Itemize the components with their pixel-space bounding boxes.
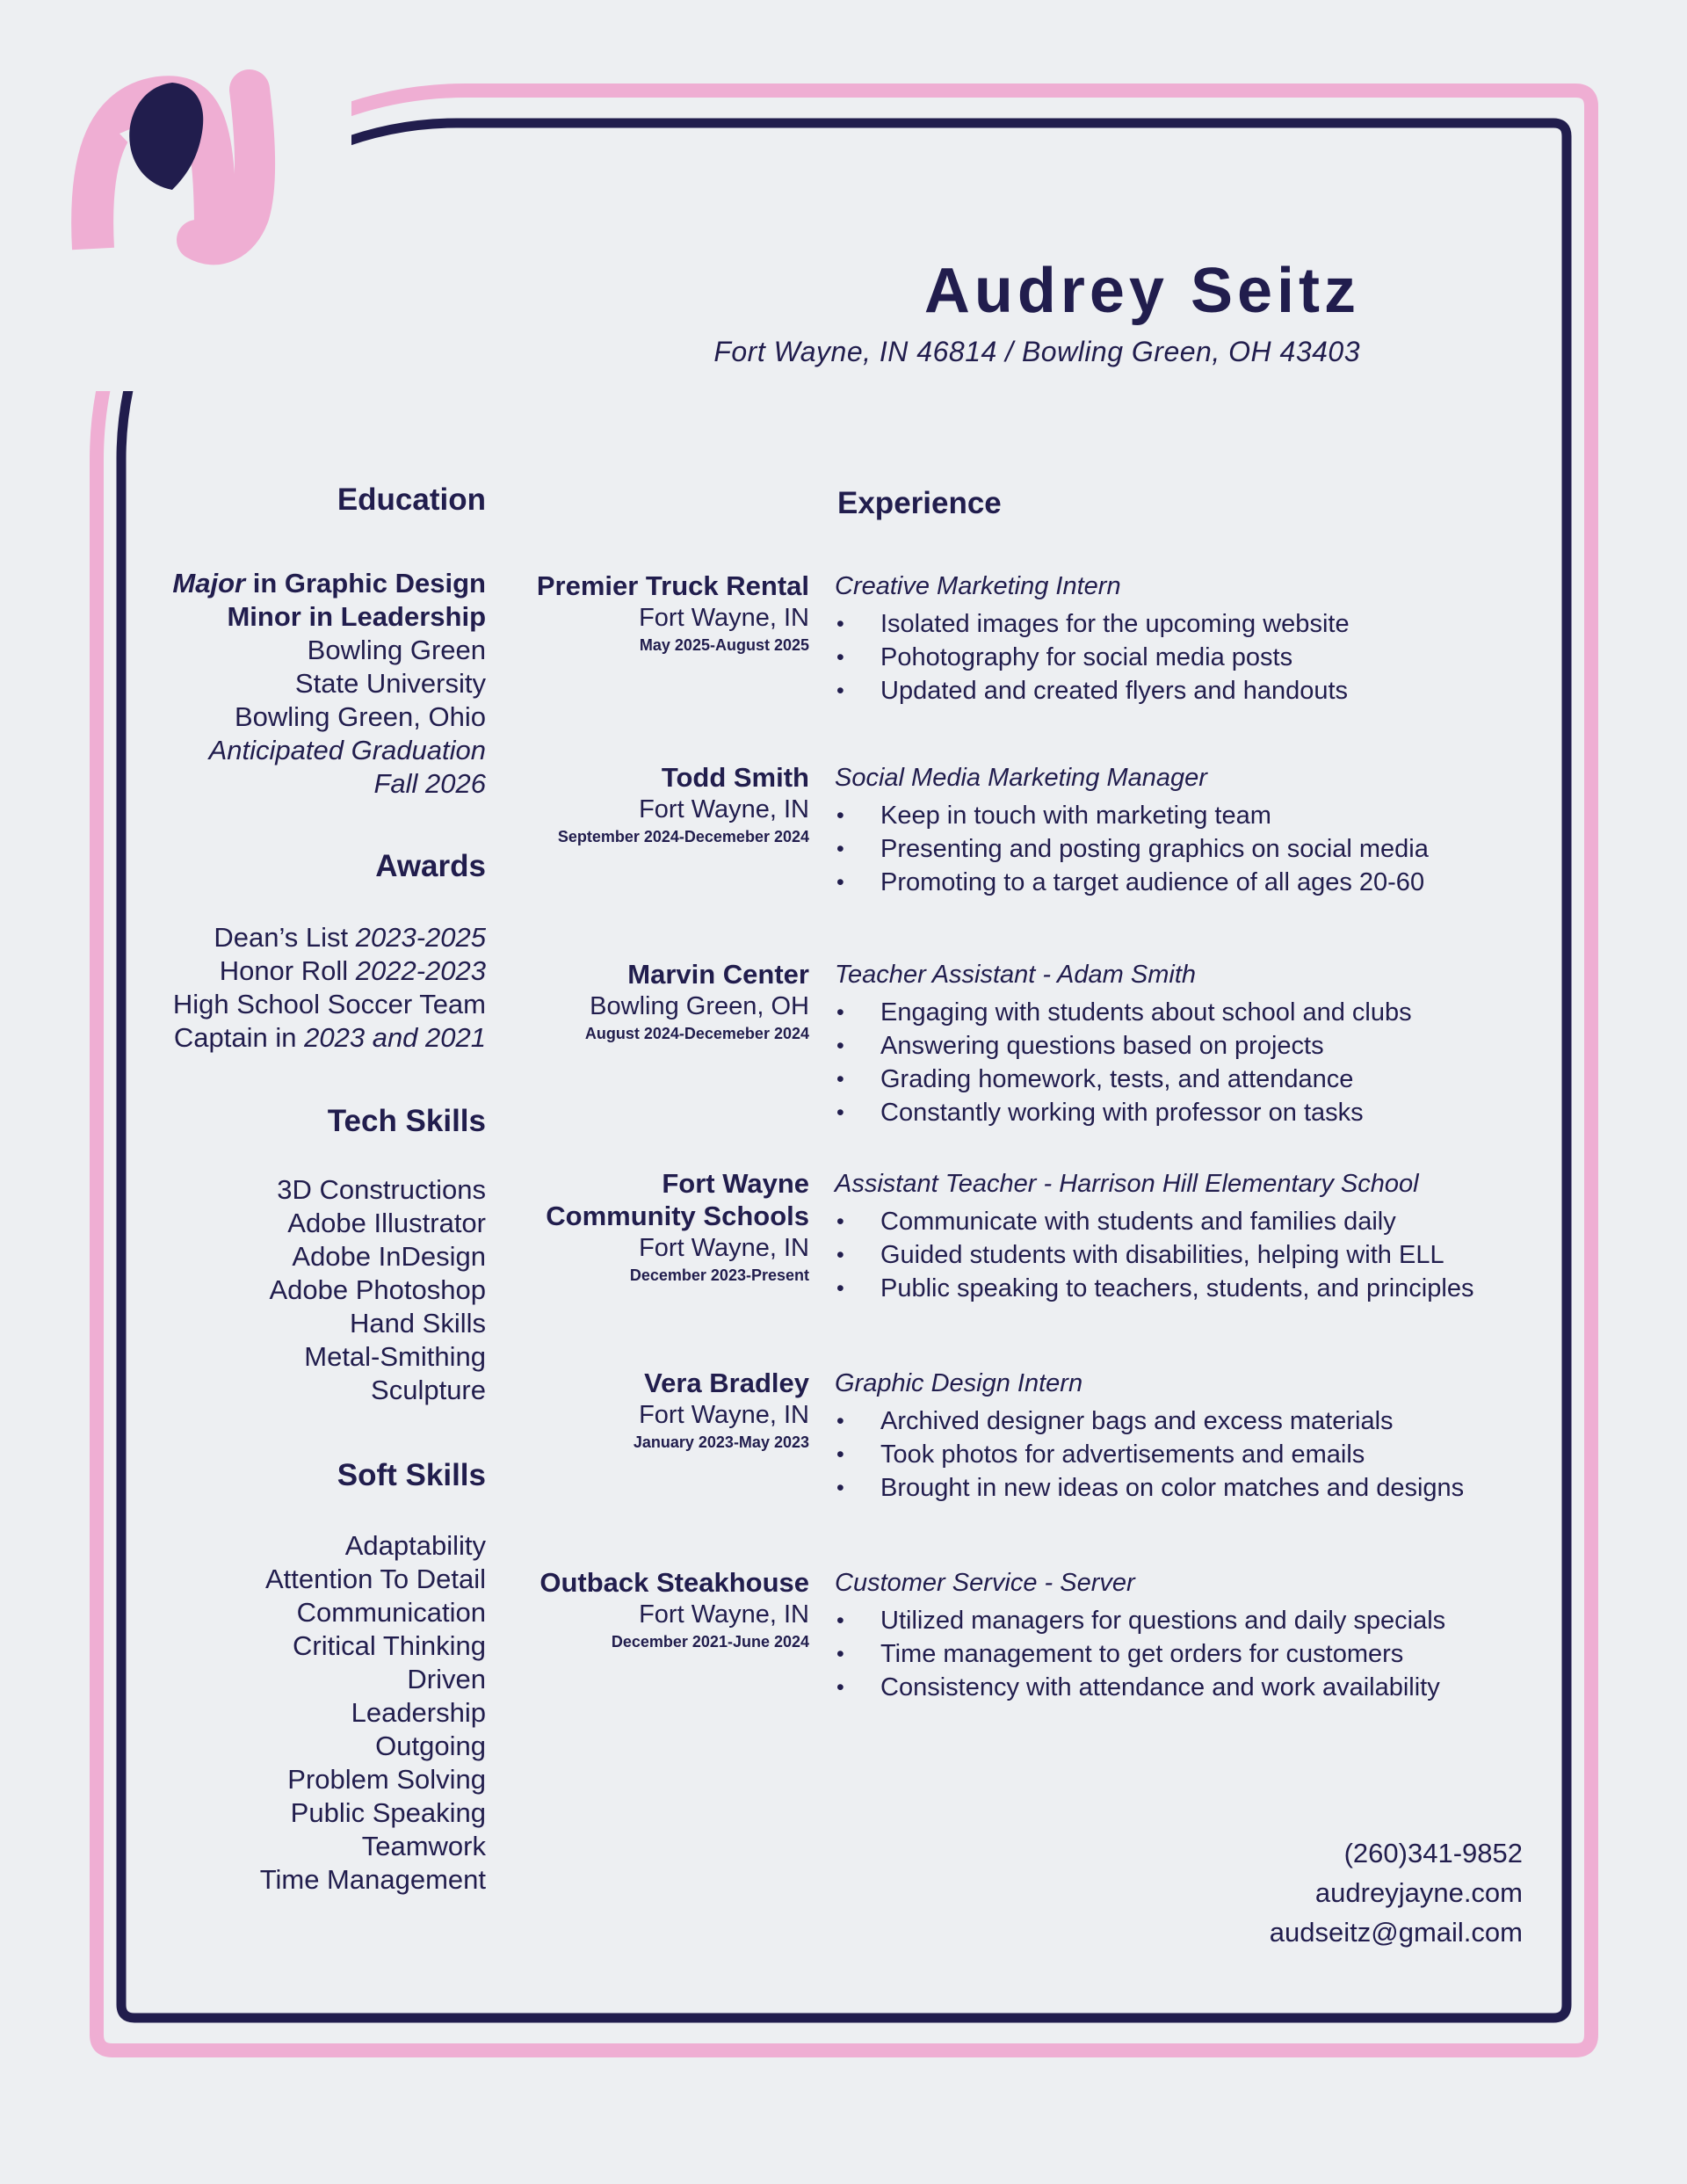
bullet-item [835, 1029, 1573, 1063]
section-title-tech-skills: Tech Skills [327, 1104, 486, 1138]
bullet-dot: • [836, 1209, 844, 1234]
bullet-dot: • [836, 1642, 844, 1666]
company-dates: August 2024-Decemeber 2024 [584, 1025, 809, 1042]
experience-entry [0, 570, 1573, 707]
bullet-item [835, 1604, 1573, 1637]
text-segment: Adobe InDesign [292, 1241, 486, 1272]
bullet-item [835, 1404, 1573, 1438]
text-segment: Bowling Green [307, 635, 486, 665]
text-segment: Fall 2026 [373, 768, 486, 799]
text-segment: Major [172, 568, 246, 599]
company-name: Premier Truck Rental [536, 570, 809, 601]
experience-entry [0, 958, 1573, 1129]
text-segment: 3D Constructions [277, 1174, 486, 1205]
bullet-text: Constantly working with professor on tasks [880, 1099, 1364, 1127]
text-segment: Captain in [173, 1022, 305, 1053]
text-segment: Communication [296, 1597, 486, 1628]
bullet-text: Updated and created flyers and handouts [880, 677, 1349, 705]
bullet-dot: • [836, 612, 844, 636]
text-segment: Honor Roll [219, 955, 356, 986]
role-title: Teacher Assistant - Adam Smith [835, 961, 1196, 989]
bullet-dot: • [836, 1476, 844, 1500]
text-segment: Adobe Illustrator [287, 1208, 486, 1238]
bullet-dot: • [836, 645, 844, 670]
location-subtitle: Fort Wayne, IN 46814 / Bowling Green, OH 43403 [713, 335, 1360, 367]
bullet-dot: • [836, 837, 844, 861]
bullet-text: Presenting and posting graphics on social media [880, 835, 1429, 863]
text-segment: Public Speaking [290, 1797, 486, 1828]
bullet-text: Public speaking to teachers, students, and principles [880, 1274, 1474, 1302]
bullet-dot: • [836, 1000, 844, 1025]
text-segment: Outgoing [375, 1731, 486, 1761]
company-city: Fort Wayne, IN [639, 604, 809, 632]
company-dates: September 2024-Decemeber 2024 [557, 828, 809, 845]
experience-entry [0, 1566, 1573, 1704]
bullet-text: Communicate with students and families daily [880, 1208, 1396, 1236]
side-line [132, 1763, 486, 1796]
bullet-text: Brought in new ideas on color matches and designs [880, 1474, 1465, 1502]
text-segment: High School Soccer Team [172, 989, 486, 1019]
text-segment: Sculpture [371, 1375, 486, 1405]
company-city: Fort Wayne, IN [639, 1234, 809, 1262]
company-dates: December 2021-June 2024 [611, 1633, 809, 1651]
bullet-item [835, 1238, 1573, 1272]
company-name: Marvin Center [627, 959, 809, 990]
bullet-text: Guided students with disabilities, helping with ELL [880, 1241, 1444, 1269]
company-dates: December 2023-Present [629, 1266, 809, 1284]
entry-details [835, 1566, 1573, 1704]
text-segment: 2023-2025 [355, 922, 486, 953]
entry-details [835, 761, 1573, 899]
company-city: Fort Wayne, IN [639, 795, 809, 824]
text-segment: Minor in Leadership [227, 601, 486, 632]
text-segment: State University [294, 668, 486, 699]
side-line [132, 1529, 486, 1563]
company-name: Vera Bradley [644, 1368, 809, 1398]
bullet-dot: • [836, 1675, 844, 1700]
text-segment: Adaptability [344, 1530, 486, 1561]
bullet-item [835, 1272, 1573, 1305]
text-segment: in Graphic Design [245, 568, 486, 599]
bullet-text: Time management to get orders for customers [880, 1640, 1404, 1668]
bullet-item [835, 674, 1573, 707]
role-title: Customer Service - Server [835, 1569, 1135, 1597]
bullet-text: Grading homework, tests, and attendance [880, 1065, 1354, 1093]
bullet-text: Pohotography for social media posts [880, 643, 1293, 671]
entry-details [835, 1367, 1573, 1505]
company-block [0, 1367, 809, 1455]
text-segment: Teamwork [361, 1831, 486, 1861]
company-block [0, 1566, 809, 1654]
bullet-item [835, 1671, 1573, 1704]
role-title: Assistant Teacher - Harrison Hill Elementary School [835, 1170, 1419, 1198]
side-line [132, 1830, 486, 1863]
bullet-dot: • [836, 870, 844, 895]
bullet-item [835, 1438, 1573, 1471]
page-title: Audrey Seitz [923, 256, 1360, 326]
bullet-item [835, 1637, 1573, 1671]
header-block [351, 258, 1360, 368]
side-line [132, 1307, 486, 1340]
text-segment: Dean’s List [214, 922, 356, 953]
company-dates: January 2023-May 2023 [633, 1433, 809, 1451]
entry-details [835, 570, 1573, 707]
section-title-soft-skills: Soft Skills [337, 1458, 486, 1492]
section-title-education: Education [337, 483, 486, 517]
text-segment: 2022-2023 [355, 955, 486, 986]
text-segment: Attention To Detail [264, 1564, 486, 1594]
text-segment: Hand Skills [349, 1308, 486, 1339]
company-dates: May 2025-August 2025 [639, 636, 809, 654]
company-block [0, 958, 809, 1046]
company-name: Community Schools [546, 1201, 809, 1231]
company-block [0, 1167, 809, 1288]
experience-entry [0, 1167, 1573, 1305]
role-title: Creative Marketing Intern [835, 572, 1121, 600]
bullet-item [835, 832, 1573, 866]
bullet-dot: • [836, 1409, 844, 1433]
text-segment: Problem Solving [287, 1764, 486, 1795]
bullet-dot: • [836, 1034, 844, 1058]
bullet-dot: • [836, 803, 844, 828]
bullet-text: Isolated images for the upcoming website [880, 610, 1350, 638]
contact-block [1270, 1833, 1523, 1952]
bullet-item [835, 1063, 1573, 1096]
text-segment: Critical Thinking [293, 1630, 486, 1661]
bullet-item [835, 1205, 1573, 1238]
company-name: Outback Steakhouse [539, 1567, 809, 1598]
bullet-dot: • [836, 1442, 844, 1467]
section-title-awards: Awards [375, 849, 486, 883]
email-text: audseitz@gmail.com [1269, 1917, 1523, 1948]
bullet-item [835, 866, 1573, 899]
bullet-item [835, 996, 1573, 1029]
bullet-item [835, 1471, 1573, 1505]
text-segment: Anticipated Graduation [208, 735, 486, 765]
text-segment: Adobe Photoshop [269, 1274, 486, 1305]
bullet-dot: • [836, 1067, 844, 1092]
bullet-text: Consistency with attendance and work availability [880, 1673, 1440, 1701]
experience-section-title: Experience [837, 486, 1002, 520]
company-city: Bowling Green, OH [590, 992, 809, 1020]
side-line [132, 1796, 486, 1830]
company-city: Fort Wayne, IN [639, 1401, 809, 1429]
bullet-text: Keep in touch with marketing team [880, 802, 1271, 830]
bullet-dot: • [836, 1608, 844, 1633]
company-name: Fort Wayne [662, 1168, 809, 1199]
bullet-text: Utilized managers for questions and daily specials [880, 1607, 1446, 1635]
side-line [132, 1863, 486, 1897]
bullet-text: Archived designer bags and excess materials [880, 1407, 1394, 1435]
bullet-dot: • [836, 1276, 844, 1301]
side-line [132, 921, 486, 954]
bullet-item [835, 607, 1573, 641]
text-segment: Bowling Green, Ohio [234, 701, 486, 732]
company-city: Fort Wayne, IN [639, 1600, 809, 1629]
text-segment: Metal-Smithing [304, 1341, 486, 1372]
experience-entry [0, 761, 1573, 899]
entry-details [835, 1167, 1573, 1305]
bullet-text: Engaging with students about school and clubs [880, 998, 1412, 1027]
bullet-dot: • [836, 1100, 844, 1125]
text-segment: Time Management [259, 1864, 486, 1895]
side-line [132, 1730, 486, 1763]
company-name: Todd Smith [661, 762, 809, 793]
bullet-dot: • [836, 678, 844, 703]
experience-entry [0, 1367, 1573, 1505]
text-segment: Leadership [351, 1697, 486, 1728]
role-title: Social Media Marketing Manager [835, 764, 1207, 792]
text-segment: Driven [407, 1664, 486, 1694]
text-segment: 2023 and 2021 [304, 1022, 486, 1053]
phone-text: (260)341-9852 [1343, 1838, 1523, 1868]
bullet-item [835, 799, 1573, 832]
bullet-text: Answering questions based on projects [880, 1032, 1324, 1060]
bullet-item [835, 641, 1573, 674]
company-block [0, 570, 809, 657]
bullet-text: Took photos for advertisements and emails [880, 1440, 1365, 1469]
company-block [0, 761, 809, 849]
bullet-dot: • [836, 1243, 844, 1267]
bullet-item [835, 1096, 1573, 1129]
website-text: audreyjayne.com [1314, 1877, 1523, 1908]
entry-details [835, 958, 1573, 1129]
role-title: Graphic Design Intern [835, 1369, 1083, 1397]
bullet-text: Promoting to a target audience of all ages 20-60 [880, 868, 1425, 896]
